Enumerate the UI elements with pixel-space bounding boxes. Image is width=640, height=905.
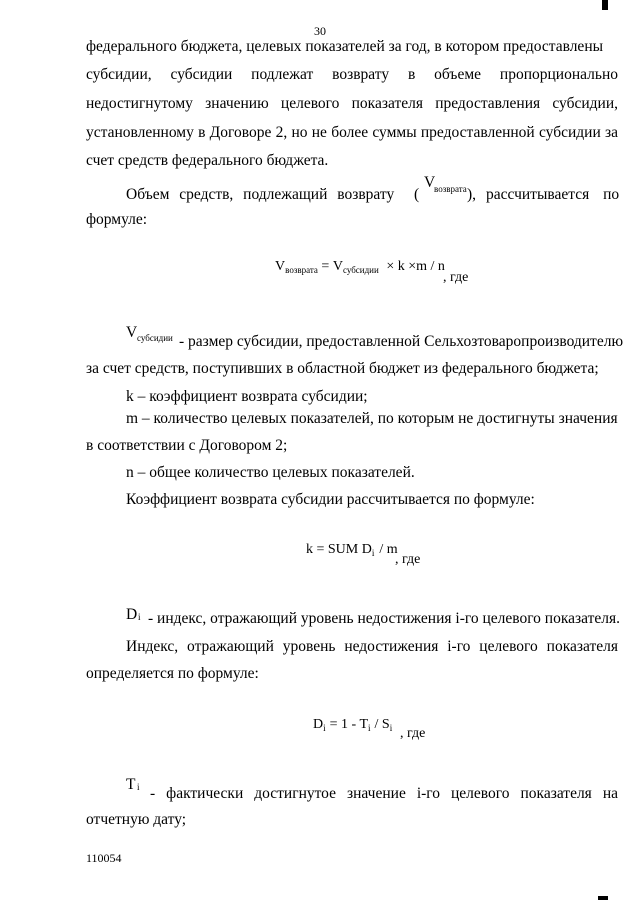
p1-text-a: Объем средств, подлежащий возврату	[126, 186, 395, 203]
index-intro-line-1-text: Индекс, отражающий уровень недостижения i-го целевого показателя	[126, 638, 618, 655]
index-intro-line-1	[126, 638, 618, 656]
def-n: n – общее количество целевых показателей.	[126, 464, 415, 481]
def-t-text-content: - фактически достигнутое значение i-го целевого показателя на	[150, 785, 618, 802]
f3-mid: = 1 - T	[329, 717, 368, 732]
page-number: 30	[314, 24, 326, 38]
formula-1	[275, 259, 445, 275]
intro-line-2-text: субсидии, субсидии подлежат возврату в объеме пропорционально	[86, 66, 618, 83]
corner-mark-top	[602, 0, 608, 10]
f1-v2: V	[332, 259, 343, 274]
f1-rest: × k ×m / n	[386, 259, 445, 274]
coef-intro: Коэффициент возврата субсидии рассчитывается по формуле:	[126, 491, 535, 508]
f1-sub2: субсидии	[342, 265, 379, 275]
def-v-symbol: V	[126, 324, 138, 341]
def-t-symbol: T	[126, 776, 136, 793]
def-v-subscript: субсидии	[137, 333, 173, 343]
f3-tail: , где	[400, 726, 426, 741]
def-v-line-2: за счет средств, поступивших в областной бюджет из федерального бюджета;	[86, 360, 599, 377]
def-d-symbol: D	[126, 606, 138, 623]
formula-3	[313, 717, 392, 733]
f1-eq: =	[321, 259, 330, 274]
doc-number: 110054	[86, 851, 122, 865]
p1-v: V	[424, 174, 436, 191]
intro-line-5	[86, 152, 328, 170]
intro-line-1	[86, 38, 618, 56]
intro-line-3-text: недостигнутому значению целевого показателя предоставления субсидии,	[86, 95, 618, 112]
f3-sub-s: i	[389, 723, 393, 733]
f2-main: k = SUM D	[306, 542, 372, 557]
intro-line-1-text: федерального бюджета, целевых показателей за год, в котором предоставлены	[86, 38, 604, 55]
def-v-text: - размер субсидии, предоставленной Сельхозтоваропроизводителю	[179, 333, 624, 350]
def-m-line-1: m – количество целевых показателей, по которым не достигнуты значения	[126, 410, 618, 427]
f3-d: D	[313, 717, 324, 732]
intro-line-5-text: счет средств федерального бюджета.	[86, 152, 329, 169]
def-k: k – коэффициент возврата субсидии;	[126, 388, 368, 405]
f1-tail: , где	[443, 270, 469, 285]
p1-open-paren: (	[414, 186, 420, 203]
p1-text-b: рассчитывается по	[486, 186, 620, 203]
f1-sub1: возврата	[285, 265, 318, 275]
corner-mark-bottom	[598, 896, 608, 900]
f2-rest: / m	[379, 542, 398, 557]
def-m-line-2: в соответствии с Договором 2;	[86, 437, 288, 454]
f2-tail: , где	[395, 552, 421, 567]
f3-sub-d: i	[323, 723, 326, 733]
p1-close-paren: ),	[467, 186, 477, 203]
intro-line-3	[86, 95, 618, 113]
def-d-text: - индекс, отражающий уровень недостижения i-го целевого показателя.	[148, 610, 621, 627]
f3-slash: / S	[374, 717, 390, 732]
intro-line-4-text: установленному в Договоре 2, но не более суммы предоставленной субсидии за	[86, 124, 618, 141]
intro-line-2	[86, 66, 618, 84]
def-t-subscript: i	[137, 782, 140, 792]
f3-sub-t: i	[368, 723, 371, 733]
f1-v1: V	[275, 259, 286, 274]
f2-sub: i	[371, 548, 375, 558]
def-d-subscript: i	[138, 612, 141, 622]
intro-line-4	[86, 124, 618, 142]
formula-2	[306, 542, 398, 558]
p1-line-2: формуле:	[86, 211, 148, 228]
def-t-text	[150, 785, 618, 803]
def-t-line-2: отчетную дату;	[86, 811, 187, 828]
p1-v-subscript: возврата	[434, 184, 467, 194]
index-intro-line-2: определяется по формуле:	[86, 665, 259, 682]
